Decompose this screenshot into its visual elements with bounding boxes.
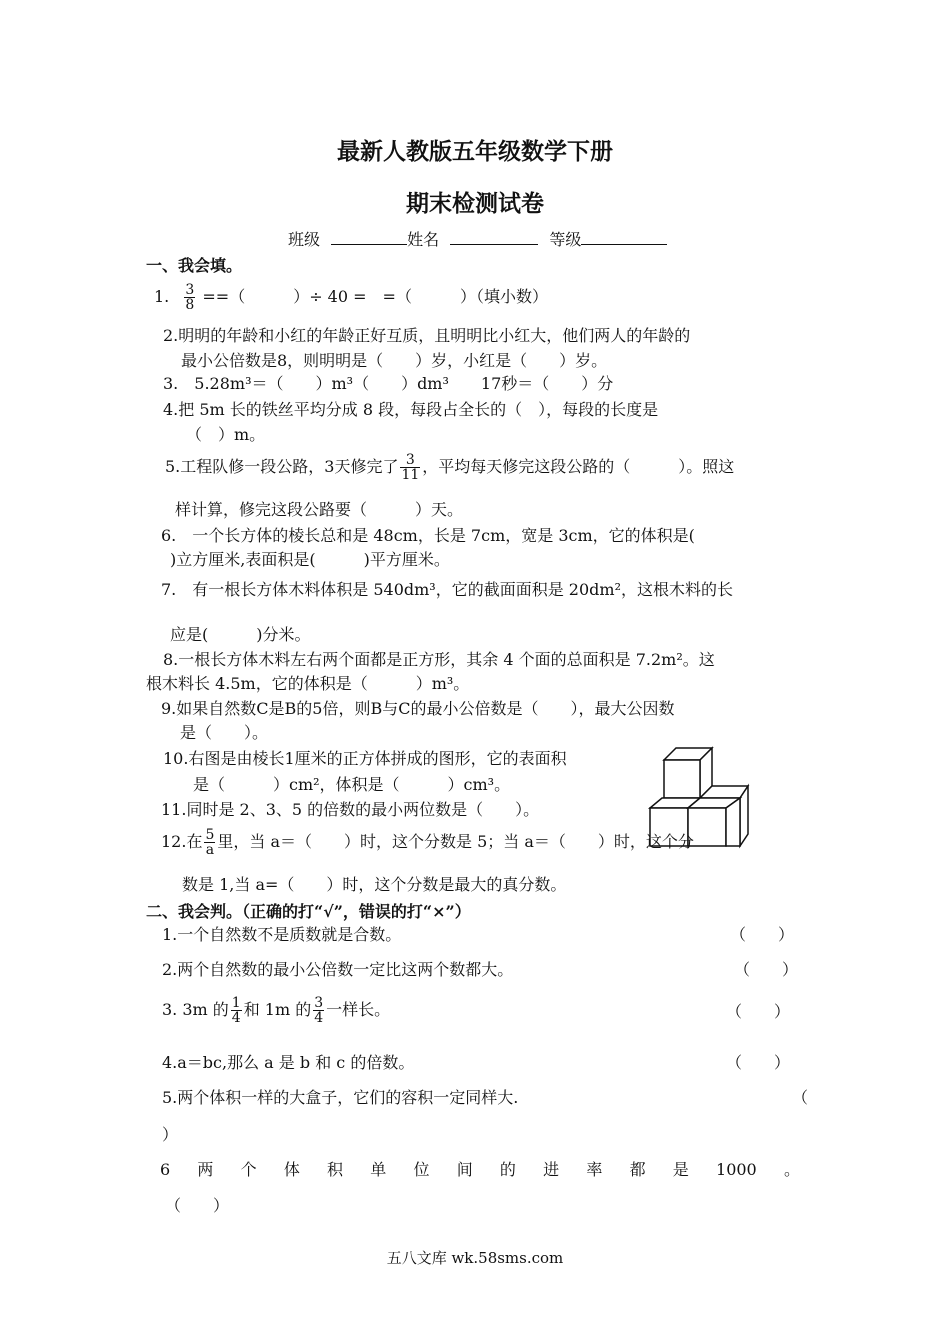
page-subtitle: 期末检测试卷 bbox=[406, 190, 544, 217]
fraction-3-11: $\frac{3}{11}$ bbox=[401, 452, 420, 483]
question-9-line2: 是（ ）。 bbox=[180, 723, 269, 742]
question-7-line1: 7. 有一根长方体木料体积是 540dm³，它的截面面积是 20dm²，这根木料的长 bbox=[161, 580, 733, 599]
section-1-heading: 一、我会填。 bbox=[146, 256, 243, 275]
question-6-line1: 6. 一个长方体的棱长总和是 48cm，长是 7cm，宽是 3cm，它的体积是( bbox=[161, 526, 695, 545]
judge-3-answer[interactable]: （ ） bbox=[726, 1002, 791, 1021]
section-2-heading: 二、我会判。（正确的打“√”，错误的打“×”） bbox=[146, 902, 471, 921]
question-12-line1: 12.在 $\frac{5}{a}$ 里，当 a＝（ ）时，这个分数是 5；当 a＝（ ）时，这个分 bbox=[161, 827, 694, 858]
question-1: 1. $\frac{3}{8}$ ==（ ）÷ 40 = =（ ）（填小数） bbox=[154, 282, 548, 313]
question-2-line2: 最小公倍数是8，则明明是（ ）岁，小红是（ ）岁。 bbox=[181, 351, 608, 370]
question-5-line1: 5.工程队修一段公路，3天修完了 $\frac{3}{11}$ ，平均每天修完这段公路的（ ）。照这 bbox=[165, 452, 735, 483]
question-4-line2: （ ）m。 bbox=[186, 425, 266, 444]
question-12-line2: 数是 1,当 a=（ ）时，这个分数是最大的真分数。 bbox=[182, 875, 567, 894]
question-6-line2: )立方厘米,表面积是( )平方厘米。 bbox=[170, 550, 450, 569]
question-4-line1: 4.把 5m 长的铁丝平均分成 8 段，每段占全长的（ ），每段的长度是 bbox=[163, 400, 659, 419]
judge-1: 1.一个自然数不是质数就是合数。 bbox=[162, 925, 402, 944]
class-label: 班级 bbox=[288, 230, 321, 249]
footer-watermark: 五八文库 wk.58sms.com bbox=[386, 1249, 564, 1267]
judge-6-answer[interactable]: （ ） bbox=[165, 1196, 230, 1215]
grade-label: 等级 bbox=[549, 230, 582, 249]
question-8-line2: 根木料长 4.5m，它的体积是（ ）m³。 bbox=[146, 674, 470, 693]
class-blank[interactable] bbox=[331, 228, 407, 245]
fraction-1-4: $\frac{1}{4}$ bbox=[231, 995, 241, 1026]
judge-6: 6 两 个 体 积 单 位 间 的 进 率 都 是 1000 。 bbox=[160, 1160, 800, 1179]
question-11: 11.同时是 2、3、5 的倍数的最小两位数是（ ）。 bbox=[161, 800, 540, 819]
question-3: 3. 5.28m³＝（ ）m³（ ）dm³ 17秒＝（ ）分 bbox=[163, 374, 614, 393]
page-title: 最新人教版五年级数学下册 bbox=[337, 138, 613, 165]
fraction-3-4: $\frac{3}{4}$ bbox=[314, 995, 324, 1026]
judge-2: 2.两个自然数的最小公倍数一定比这两个数都大。 bbox=[162, 960, 514, 979]
grade-blank[interactable] bbox=[581, 228, 667, 245]
judge-5-paren-open[interactable]: （ bbox=[792, 1088, 809, 1107]
judge-3: 3. 3m 的 $\frac{1}{4}$ 和 1m 的 $\frac{3}{4}$ 一样长。 bbox=[162, 995, 391, 1026]
judge-5: 5.两个体积一样的大盒子，它们的容积一定同样大. bbox=[162, 1088, 519, 1107]
judge-2-answer[interactable]: （ ） bbox=[734, 960, 799, 979]
fraction-5-a: $\frac{5}{a}$ bbox=[205, 827, 215, 858]
question-9-line1: 9.如果自然数C是B的5倍，则B与C的最小公倍数是（ ），最大公因数 bbox=[161, 699, 675, 718]
question-8-line1: 8.一根长方体木料左右两个面都是正方形，其余 4 个面的总面积是 7.2m²。这 bbox=[163, 650, 715, 669]
question-10-line2: 是（ ）cm²，体积是（ ）cm³。 bbox=[193, 775, 511, 794]
judge-1-answer[interactable]: （ ） bbox=[730, 925, 795, 944]
info-line bbox=[288, 228, 667, 251]
judge-5-paren-close[interactable]: ） bbox=[162, 1125, 179, 1144]
name-label: 姓名 bbox=[407, 230, 440, 249]
judge-4-answer[interactable]: （ ） bbox=[726, 1053, 791, 1072]
name-blank[interactable] bbox=[450, 228, 538, 245]
question-7-line2: 应是( )分米。 bbox=[170, 625, 311, 644]
judge-4: 4.a＝bc,那么 a 是 b 和 c 的倍数。 bbox=[162, 1053, 415, 1072]
question-10-line1: 10.右图是由棱长1厘米的正方体拼成的图形，它的表面积 bbox=[163, 749, 567, 768]
question-2-line1: 2.明明的年龄和小红的年龄正好互质，且明明比小红大，他们两人的年龄的 bbox=[163, 326, 691, 345]
question-5-line2: 样计算，修完这段公路要（ ）天。 bbox=[175, 500, 464, 519]
fraction-3-8: $\frac{3}{8}$ bbox=[185, 282, 195, 313]
